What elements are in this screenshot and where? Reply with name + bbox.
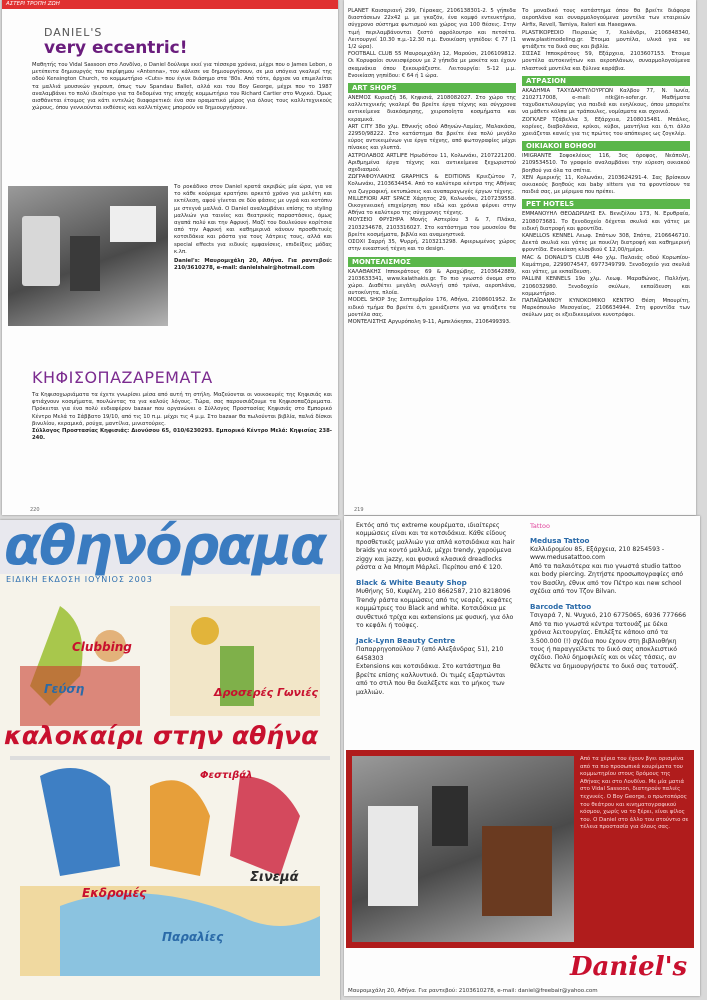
jl-title: Jack-Lynn Beauty Centre [356, 636, 456, 646]
model-shops-listing: Το μοναδικό τους κατάστημα όπου θα βρείτε διάφορα αεροπλάνα και συναρμολογούμενα μοντέλα των εταιρειών Airfix, Revell, Tamiya, Italeri και Hasegawa. PLASTIKOPEDIO Πειραιώς 7, Χαλάνδρι, 2106848340, www.plastimodeling.gr. Έτοιμα μοντέλα, υλικά για να φτιάξετε τα δικά σας και βιβλία. ΣΙΣΣΑΣ Ιπποκράτους 59, Εξάρχεια, 2103607153. Έτοιμα μοντέλα αυτοκινήτων και αεροπλάνων, συναρμολογούμενα πλαστικά μοντέλα και ξύλινα καράβια. [522, 8, 690, 72]
edition-label: ΕΙΔΙΚΗ ΕΚΔΟΣΗ ΙΟΥΝΙΟΣ 2003 [6, 575, 153, 584]
article-kicker: DANIEL'S [44, 26, 103, 39]
barcode-title: Barcode Tattoo [530, 602, 592, 612]
cover-banner [0, 520, 340, 577]
kif-address: Σύλλογος Προστασίας Κηφισιάς: Διονύσου 65, 010/6230293. Εμπορικό Κέντρο Μελά: Κηφισίας 238-240. [32, 428, 332, 442]
label-clubbing: Clubbing [72, 640, 132, 654]
bw-title: Black & White Beauty Shop [356, 578, 467, 588]
pet-hotels-listing: ΕΜΜΑΝΟΥΗΛ ΘΕΟΔΩΡΙΔΗΣ Ελ. Βενιζέλου 173, Ν. Ερυθραία, 2108073681. Το ξενοδοχείο δέχεται σκυλιά και γάτες με ειδική διατροφή και φροντίδα. KANELLOS KENNEL Λεωφ. Σπάτων 308, Σπάτα, 2106646710. Δεκτά σκυλιά και γάτες με ποικίλη διατροφή και καθημερινή φροντίδα. Ενοικίαση κλουβιού € 12,00/ημέρα. MAC & DONALD'S CLUB 44ο χλμ. Παλαιάς οδού Κορωπίου-Καμάτηρα, 2299074547, 6977349799. Ξενοδοχείο για σκυλιά και γάτες, με εκπαίδευση. PALLINI KENNELS 19ο χλμ. Λεωφ. Μαραθώνος, Παλλήνη, 2106032980. Ξενοδοχείο σκύλων, εκπαίδευση και κομμωτήριο. ΠΑΠΑΪΩΑΝΝΟΥ ΚΥΝΟΚΟΜΙΚΟ ΚΕΝΤΡΟ Θέση Μπουρίτη, Μαρκόπουλο Μεσογαίας, 2106634944. Στη φροντίδα των σκύλων μας οι εξειδικευμένοι κυνοτρόφοι. [522, 211, 690, 319]
section-modelling: ΜΟΝΤΕΛΙΣΜΟΣ [348, 257, 516, 267]
modelling-listing: ΚΑΛΑΘΑΚΗΣ Ιπποκράτους 69 & Αραχώβης, 2103642889, 2103633341, www.kalathakis.gr. Το πιο γνωστό όνομα στο χώρο. Διαθέτει μεγάλη συλλογή από τρένα, αεροπλάνα, αυτοκίνητα, πλοία. MODEL SHOP 3ης Σεπτεμβρίου 176, Αθήνα, 2108601952. Σε ειδικό τμήμα θα βρείτε ό,τι χρειάζεστε για να φτιάξετε τα μοντέλα σας. ΜΟΝΤΕΛΙΣΤΗΣ Αργυρόπολη 9-11, Αμπελόκηποι, 2106499393. [348, 268, 516, 325]
section-art-shops: ART SHOPS [348, 83, 516, 93]
illus-figure-1 [40, 768, 120, 876]
article-intro [32, 62, 332, 112]
home-helpers-listing: IMIGRANTE Σοφοκλέους 116, 3ος όροφος, Νεάπολη, 2109534510. Το γραφείο αναλαμβάνει την εύρεση οικιακού βοηθού για όλα τα σπίτια. XEN Αμερικής 11, Κολωνάκι, 2103624291-4. Σας βρίσκουν οικιακούς βοηθούς και baby sitters για τα φροντίσουν τα παιδιά σας, με μέριμνα που πρέπει. [522, 153, 690, 196]
kif-headline: ΚΗΦΙΣΟΠΑΖΑΡΕΜΑΤΑ [32, 368, 213, 387]
beauty-column [356, 522, 516, 697]
daniels-logo: Daniel's [570, 952, 688, 982]
article-body [174, 184, 332, 272]
salon-photo [8, 186, 168, 326]
running-head: ΑΣΤΕΡΙ ΤΡΟΠΗ ΖΩΗ [2, 0, 338, 9]
intro-text: Μαθητής του Vidal Sassoon στο Λονδίνο, ο Daniel δούλεψε εκεί για τέσσερα χρόνια, μέχρι που ο James Lebon, ο μετέπειτα δημιουργός του περίφημου «Antenna», τον κάλεσε να δημιουργήσουν, σε μια υπόγεια γκαλερί της οδού Kensington Church, το κομμωτήριο «Cuts» που έγινε διάσημο στα '80s. Από τότε, άρχισε να επιμελείται τα μαλλιά μουσικών γκρουπ, όπως των Spandau Ballet, αλλά και του Boy George, μέχρι που το 1987 αναλαμβάνει το πολύ ιδιαίτερο για τα δεδομένα της εποχής κομμωτήριο του Richard Cartier στο Ψυχικό. Όμως αισθάνεται έτοιμος για κάτι εντελώς διαφορετικό: ένα σαν οραματικό μέρος για όλους τους καλλιτεχνικούς χώρους, όπου γεννιούνται εκθέσεις και καλλιτέχνες μπορούν να δημιουργήσουν. [32, 62, 332, 112]
medusa-title: Medusa Tattoo [530, 536, 590, 545]
listings-col-1 [348, 8, 516, 326]
label-festivals: Φεστιβάλ [200, 770, 253, 781]
listings-col-2 [522, 8, 690, 320]
bw-text: Μυθήνης 50, Κυψέλη, 210 8662587, 210 8218096 Trendy ράστα κομμώσεις από τις νεαρές, κεφάτες κομμώτριες του Black and white. Κοτσιδάκια με συνθετικό τρίχα και extensions με φυσική, για όλο το κεφάλι ή τούφες. [356, 588, 514, 630]
barcode-text: Τσιγαρά 7, Ν. Ψυχικό, 210 6775065, 6936 777666 Από τα πιο γνωστά κέντρα τατουάζ με δέκα χρόνια λειτουργίας. Επιλέξτε κάποιο από τα 3.500.000 (!) σχέδια που έχουν στη βιβλιοθήκη τους ή παραγγείλετε το δικό σας αποκλειστικό σχέδιο. Πολύ δημοφιλείς και οι νέες τάσεις, αν θέλετε να δημιουργήσετε το δικό σας τατουάζ. [530, 612, 687, 670]
illus-bar [20, 666, 140, 726]
atrasion-listing: ΑΚΑΔΗΜΙΑ ΤΑΧΥΔΑΚΤΥΛΟΥΡΓΩΝ Καλβου 77, Ν. Ιωνία, 2102717008, e-mail: ntk@in-sofer.gr. Μαθήματα ταχυδακτυλουργίας για παιδιά και ενηλίκους, όπου μπορείτε να μάθετε κόλπα με τράπουλες, νομίσματα και σχοινιά. ΖΟΓΚΛΕΡ Τζάβελλα 3, Εξάρχεια, 2108015481. Μπάλες, κορίνες, διαβολάκια, κρίκοι, κύβοι, μαντήλια και ό,τι άλλο χρειάζεται κανείς για τις πρώτες του απόπειρες ως ζογκλέρ. [522, 87, 690, 138]
contact-footer: Μαυρομιχάλη 20, Αθήνα. Για ραντεβού: 2103610278, e-mail: daniel@freebair@yahoo.com [348, 988, 598, 994]
tattoo-column [530, 522, 690, 671]
label-cool-corners: Δροσερές Γωνιές [214, 686, 318, 699]
label-excursions: Εκδρομές [82, 886, 147, 900]
illus-lamp [191, 617, 219, 645]
summer-headline: καλοκαίρι στην αθήνα [4, 721, 319, 750]
sports-listing: PLANET Καισαριανή 299, Γέρακας, 2106138301-2. 5 γήπεδα διαστάσεων 22x42 μ. με γκαζόν, ένα κομψό εντευκτήριο, σύγχρονο σύστημα φωτισμού και χώρος για 100 θέσεις. Στην τιμή περιλαμβάνονται ζεστό αφρόλουτρο και πετσέτα. Λειτουργεί 10.30 π.μ.-12.30 π.μ. Ενοικίαση γηπέδου: € 77 (1 1/2 ώρα). FOOTBALL CLUB 55 Μαυρομιχάλη 12, Μαρούσι, 2106109812. Οι Κορυφαίοι συνεισφέρουν με 2 γήπεδα με μοκέτα και έχουν σκαμνάκια όπου ξεκουράζεστε. Λειτουργία: 5-12 μ.μ. Ενοικίαση γηπέδου: € 64 ή 1 ώρα. [348, 8, 516, 79]
salon-interior-photo [352, 756, 574, 942]
illus-figure-2 [150, 780, 210, 876]
illus-figure-3 [230, 776, 300, 876]
tattoo-section-head: Tattoo [530, 522, 550, 530]
page-beauty-tattoo [344, 516, 700, 996]
magazine-title: αθηνόραμα [4, 520, 326, 577]
kif-article [32, 392, 332, 442]
salon-feature-box [346, 750, 694, 948]
art-shops-listing: ΑΝΕΜΟΣ Κυριαζή 36, Κηφισιά, 2108082027. Στο χώρο της καλλιτεχνικής γκαλερί θα βρείτε έργα τέχνης και σύγχρονα αντικείμενα διακόσμησης, χειροποίητα κοσμήματα και κεραμικά. ART CITY 38ο χλμ. Εθνικής οδού Αθηνών-Λαμίας, Μαλακάσα, 22950/98222. Στο κατάστημα θα βρείτε ένα πολύ μεγάλο εύρος αντικειμένων για έργα τέχνης, από φωτογραφίες μέχρι πίνακες και γλυπτά. ΑΣΤΡΟΛΑΒΟΣ ARTLIFE Ηρωδότου 11, Κολωνάκι, 2107221200. Αριθμημένα έργα τέχνης και αντικείμενα ξεχωριστού σχεδιασμού. ΖΩΓΡΑΦΟΥΛΑΚΗΣ GRAPHICS & EDITIONS Κριεζώτου 7, Κολωνάκι, 2103634454. Από το καλύτερα κέντρα της Αθήνας για ζωγραφική, εκτυπώσεις και αναπαραγωγές έργων τέχνης. MILLEFIORI ART SPACE Χάρητος 29, Κολωνάκι, 2107239558. Οικογενειακή επιχείρηση που εδώ και χρόνια φέρνει στην Αθήνα το καλύτερο της σύγχρονης τέχνης. ΜΟΥΣΕΙΟ ΦΡΥΣΗΡΑ Μονής Αστερίου 3 & 7, Πλάκα, 2103234678, 2103316027. Στο κατάστημα του μουσείου θα βρείτε κοσμήματα, βιβλία και αναμνηστικά. ΟΣΟΧΙ Σαρρή 35, Ψυρρή, 2103213298. Αφιερωμένος χώρος στην εικαστική τέχνη και το design. [348, 95, 516, 253]
page-number: 219 [354, 507, 364, 513]
section-atrasion: ΑΤΡΑΣΙΟΝ [522, 76, 690, 86]
feature-text: Από τα χέρια του έχουν βγει ορισμένα από τα πιο προσωπικά κουρέματα του κομμωτηρίου στους δρόμους της Αθήνας και στο Λονδίνο. Με μία ματιά στο Vidal Sassoon, διατηρούν παλιές τεχνικές. Ο Boy George, ο πρωτοπόρος του θεάτρου και κινηματογραφικού κόσμου, χωρίς να το ξέρει, είναι φίλος του. Ο Daniel στο άλλο του στούντιο σε τέλεια προστασία για όλους σας. [580, 756, 689, 831]
salon-address: Daniel's: Μαυρομιχάλη 20, Αθήνα. Για ραντεβού: 210/3610278, e-mail: danielshair@hotmail.com [174, 258, 332, 272]
jl-text: Παπαρρηγοπούλου 7 (από Αλεξάνδρας 51), 210 6458303 Extensions και κοτσιδάκια. Στο κατάστημα θα βρείτε επίσης καλλυντικά. Οι τιμές εξαρτώνται από το στιλ που θα διαλέξετε και το μήκος των μαλλιών. [356, 646, 506, 696]
page-number: 220 [30, 507, 40, 513]
medusa-text: Καλλιδρομίου 85, Εξάρχεια, 210 8254593 - www.medusatattoo.com Από τα παλαιότερα και πιο γνωστά studio tattoo και body piercing. Ζητήστε προσωπογραφίες από τον Βασίλη, έθνικ από τον Πέτρο και new school σχέδια από τον Τζον Bilvan. [530, 546, 684, 596]
page-magazine-cover [0, 520, 340, 1000]
section-pet-hotels: PET HOTELS [522, 199, 690, 209]
label-cinema: Σινεμά [250, 870, 299, 885]
kif-text: Τα Κηφισοχωριάματα τα έχετε γνωρίσει μέσα από αυτή τη στήλη. Μαζεύονται οι νοικοκυρές της Κηφισιάς και φτιάχνουν κοσμήματα, πουλώντας τα για καλούς λόγους. Τώρα, σας παρουσιάζουμε τα Κηφισοπαζάρεματα. Πρόκειται για ένα πολύ ενδιαφέρον bazaar που οργανώνει ο Σύλλογος Προστασίας Κηφισιάς στο Εμπορικό Κέντρο Μελά το Σάββατο 19/10, από τις 10 π.μ. μέχρι τις 4 μ.μ. Στο bazaar θα πωλούνται βιβλία, παλιά δίσκοι βινυλίου, κεραμικά, ρούχα, μαντίλια, μινιατούρες. [32, 392, 332, 427]
article-headline: very eccentric! [44, 38, 188, 58]
braids-intro: Εκτός από τις extreme κουρέματα, ιδιαίτερες κομμώσεις είναι και τα κοτσιδάκια. Κάθε είδους προσθετικές μαλλιών για απλά κοτσιδάκια και hair braids για κοντό μαλλιά, μέχρι trendy, χαρούμενα ziggy και jazzy, και φυσικά κλασικά dreadlocks ράστα α λα Μπομπ Μάρλεϊ. Περίπου από € 120. [356, 522, 515, 572]
body-text: Το ροκάδικο στον Daniel κρατά ακριβώς μία ώρα, για να το κάθε κούρεμα κρατήσει αρκετό χρόνο για μελέτη και εκτέλεση, αφού γίνεται σε δύο φάσεις με υγρά και κοτόπιν με στεγνά μαλλιά. Ο Daniel αναλαμβάνει επίσης το styling μαλλιών για ταινίες και θεατρικές παραστάσεις, όμως αγαπά πολύ και την Αφρική. Μαζί του δουλεύουν κορίτσια από την Αφρική και καθημερινά κάνουν προσθετικές κοτσιδάκια και ράστα για τους λάτρεις τους, αλλά και special effects για ειδικές εμφανίσεις, επιδείξεις μόδας κ.λπ. [174, 184, 332, 255]
page-listings [344, 0, 696, 515]
section-home-helpers: ΟΙΚΙΑΚΟΙ ΒΟΗΘΟΙ [522, 141, 690, 151]
label-taste: Γεύση [44, 682, 85, 696]
label-beaches: Παραλίες [162, 930, 224, 944]
page-daniels-article [2, 0, 338, 515]
illus-divider [10, 756, 330, 760]
